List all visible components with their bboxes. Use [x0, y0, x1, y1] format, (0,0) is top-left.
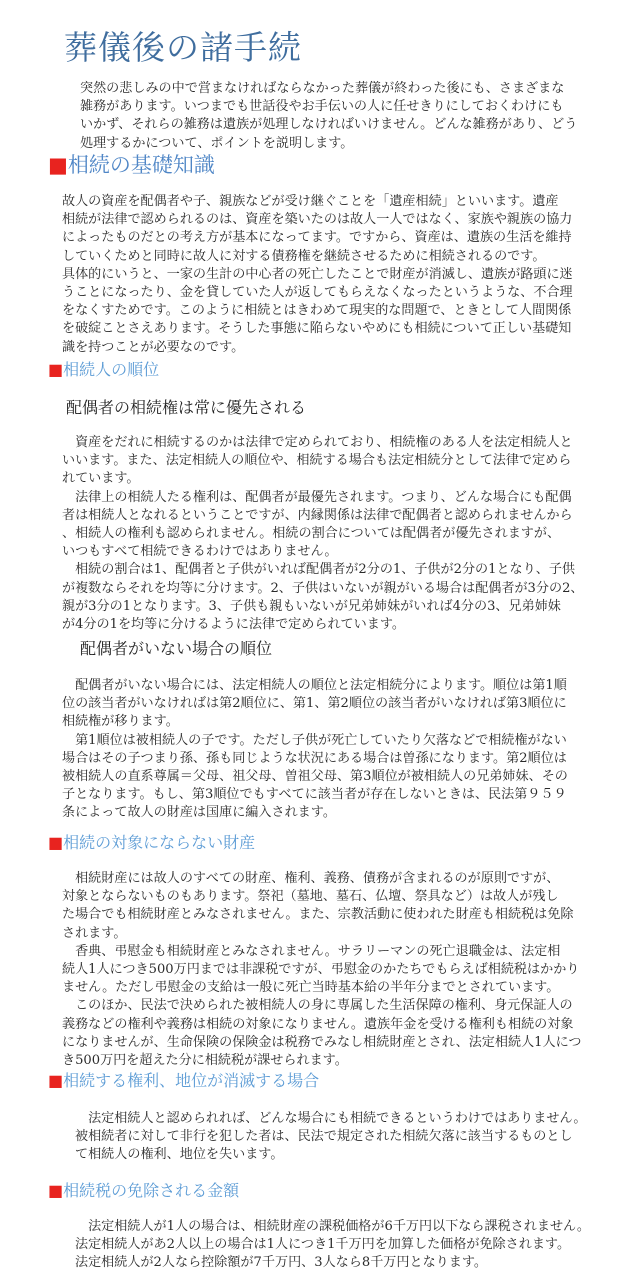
basics-line: をなくすためです。このように相続とはきわめて現実的な問題で、ときとして人間関係 — [62, 303, 572, 319]
excluded-line: 香典、弔慰金も相続財産とみなされません。サラリーマンの死亡退職金は、法定相 — [62, 943, 561, 959]
no-spouse-line: 第1順位は被相続人の子です。ただし子供が死亡していたり欠落などで相続権がない — [62, 732, 567, 748]
intro-line: いかず、それらの雑務は遺族が処理しなければいけません。どんな雑務があり、どう — [80, 117, 578, 133]
section-heading-excluded — [48, 832, 255, 854]
square-bullet-icon: ■ — [48, 153, 68, 177]
excluded-line: 続人1人につき500万円までは非課税ですが、弔慰金のかたちでもらえば相続税はかかり — [62, 962, 580, 978]
spouse-priority-line: 、相続人の権利も認められません。相続の割合については配偶者が優先されますが、 — [62, 526, 561, 542]
section-heading-text: 相続人の順位 — [63, 360, 160, 379]
excluded-line: 対象とならないものもあります。祭祀（墓地、墓石、仏壇、祭具など）は故人が残し — [62, 889, 559, 905]
no-spouse-line: 位の該当者がいなければは第2順位に、第1、第2順位の該当者がいなければ第3順位に — [62, 696, 567, 712]
square-bullet-icon: ■ — [48, 1181, 64, 1200]
square-bullet-icon: ■ — [48, 1071, 64, 1090]
no-spouse-line: 条によって故人の財産は国庫に編入されます。 — [62, 805, 336, 821]
rights-lost-line: 法定相続人と認められれば、どんな場合にも相続できるというわけではありません。 — [75, 1111, 587, 1126]
section-heading-text: 相続の基礎知識 — [67, 153, 215, 177]
basics-line: うことになったり、金を貸していた人が返してもらえなくなったというような、不合理 — [62, 285, 573, 301]
intro-line: 突然の悲しみの中で営まなければならなかった葬儀が終わった後にも、さまざまな — [80, 81, 565, 96]
spouse-priority-paragraph — [62, 434, 584, 634]
basics-paragraph — [62, 193, 573, 357]
intro-paragraph — [80, 80, 577, 153]
excluded-line: 義務などの権利や義務は相続の対象になりません。遺族年金を受ける権利も相続の対象 — [62, 1016, 574, 1032]
spouse-priority-line: いつもすべて相続できるわけではありません。 — [62, 544, 338, 560]
subheading-spouse-priority: 配偶者の相続権は常に優先される — [66, 398, 307, 417]
section-heading-text: 相続する権利、地位が消滅する場合 — [63, 1071, 320, 1090]
spouse-priority-line: が複数ならそれを均等に分けます。2、子供はいないが親がいる場合は配偶者が3分の2、 — [62, 580, 584, 596]
excluded-line: 相続財産には故人のすべての財産、権利、義務、債務が含まれるのが原則ですが、 — [62, 871, 560, 886]
excluded-line: た場合でも相続財産とみなされません。また、宗教活動に使われた財産も相続税は免除 — [62, 907, 574, 923]
spouse-priority-line: 資産をだれに相続するのかは法律で定められており、相続権のある人を法定相続人と — [62, 435, 573, 450]
section-heading-text: 相続の対象にならない財産 — [63, 833, 256, 852]
tax-exemption-line: 法定相続人が2人なら控除額が7千万円、3人なら8千万円となります。 — [75, 1255, 487, 1271]
excluded-line: ません。ただし弔慰金の支給は一般に死亡当時基本給の半年分までとされています。 — [62, 980, 560, 996]
no-spouse-line: 配偶者がいない場合には、法定相続人の順位と法定相続分によります。順位は第1順 — [62, 678, 567, 693]
intro-line: 雑務があります。いつまでも世話役やお手伝いの人に任せきりにしておくわけにも — [80, 99, 564, 115]
section-heading-text: 相続税の免除される金額 — [63, 1181, 240, 1200]
intro-line: 処理するかについて、ポイントを説明します。 — [80, 135, 354, 151]
excluded-line: になりませんが、生命保険の保険金は税務でみなし相続財産とされ、法定相続人1人につ — [62, 1034, 582, 1050]
excluded-line: このほか、民法で決められた被相続人の身に専属した生活保障の権利、身元保証人の — [62, 998, 573, 1014]
basics-line: 識を持つことが必要なのです。 — [62, 339, 245, 355]
rights-lost-line: て相続人の権利、地位を失います。 — [75, 1147, 284, 1163]
no-spouse-line: 相続権が移ります。 — [62, 714, 179, 730]
section-heading-tax-exemption — [48, 1180, 239, 1202]
spouse-priority-line: れています。 — [62, 471, 140, 487]
basics-line: を破綻ことさえあります。そうした事態に陥らないやめにも相続について正しい基礎知 — [62, 321, 572, 337]
tax-exemption-line: 法定相続人が1人の場合は、相続財産の課税価格が6千万円以下なら課税されません。 — [75, 1219, 591, 1234]
no-spouse-line: 場合はその子つまり孫、孫も同じような状況にある場合は曽孫になります。第2順位は — [62, 750, 567, 766]
basics-line: 具体的にいうと、一家の生計の中心者の死亡したことで財産が消滅し、遺族が路頭に迷 — [62, 266, 573, 282]
tax-exemption-line: 法定相続人があ2人以上の場合は1人につき1千万円を加算した価格が免除されます。 — [75, 1237, 571, 1253]
excluded-line: き500万円を超えた分に相続税が課せられます。 — [62, 1053, 348, 1069]
spouse-priority-line: 法律上の相続人たる権利は、配偶者が最優先されます。つまり、どんな場合にも配偶 — [62, 489, 572, 505]
basics-line: 故人の資産を配偶者や子、親族などが受け継ぐことを「遺産相続」といいます。遺産 — [62, 194, 559, 209]
page-title: 葬儀後の諸手続 — [64, 28, 302, 67]
no-spouse-line: 子となります。もし、第3順位でもすべてに該当者が存在しないときは、民法第９５９ — [62, 787, 567, 803]
spouse-priority-line: が4分の1を均等に分けるように法律で定められています。 — [62, 617, 405, 633]
section-heading-order — [48, 359, 159, 381]
basics-line: していくためと同時に故人に対する債務権を継続させるために相続されるのです。 — [62, 248, 546, 264]
basics-line: 相続が法律で認められるのは、資産を築いたのは故人一人ではなく、家族や親族の協力 — [62, 212, 573, 228]
spouse-priority-line: 相続の割合は1、配偶者と子供がいれば配偶者が2分の1、子供が2分の1となり、子供 — [62, 562, 576, 578]
excluded-paragraph — [62, 870, 582, 1070]
spouse-priority-line: 親が3分の1となります。3、子供も親もいないが兄弟姉妹がいれば4分の3、兄弟姉妹 — [62, 598, 561, 614]
square-bullet-icon: ■ — [48, 360, 64, 379]
section-heading-basics — [48, 151, 215, 179]
spouse-priority-line: 者は相続人となれるということですが、内縁関係は法律で配偶者と認められませんから — [62, 507, 573, 523]
rights-lost-line: 被相続者に対して非行を犯した者は、民法で規定された相続欠落に該当するものとし — [75, 1129, 573, 1145]
basics-line: によったものだとの考え方が基本になってます。ですから、資産は、遺族の生活を維持 — [62, 230, 572, 246]
no-spouse-line: 被相続人の直系尊属＝父母、祖父母、曽祖父母、第3順位が被相続人の兄弟姉妹、その — [62, 769, 568, 785]
no-spouse-paragraph — [62, 677, 568, 823]
subheading-no-spouse: 配偶者がいない場合の順位 — [80, 639, 273, 658]
excluded-line: されます。 — [62, 925, 127, 941]
tax-exemption-paragraph — [75, 1218, 590, 1273]
spouse-priority-line: いいます。また、法定相続人の順位や、相続する場合も法定相続分として法律で定めら — [62, 453, 572, 469]
rights-lost-paragraph — [75, 1110, 586, 1165]
square-bullet-icon: ■ — [48, 833, 64, 852]
section-heading-rights-lost — [48, 1070, 319, 1092]
